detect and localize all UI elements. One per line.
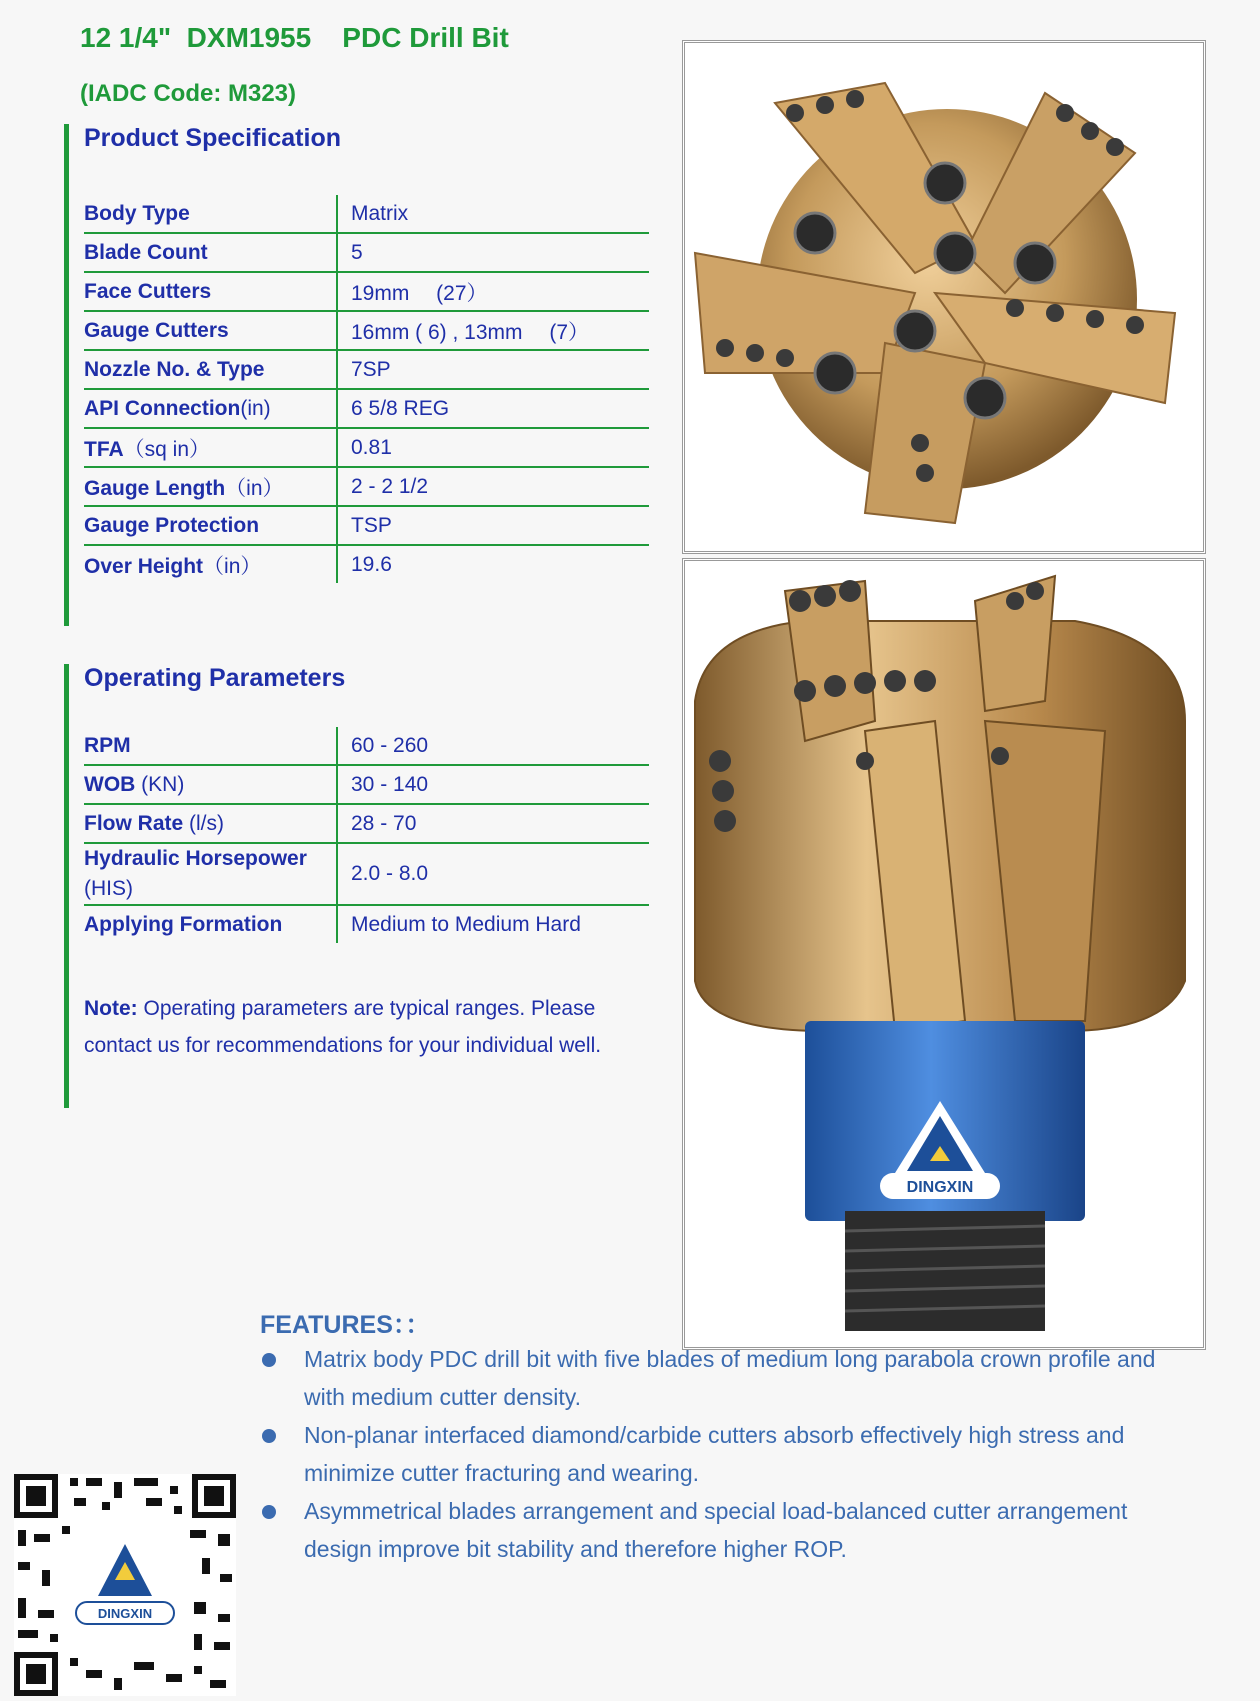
spec-label [84,350,337,389]
param-label-text: RPM [84,733,131,757]
param-label-unit: (KN) [135,772,185,796]
spec-label-unit: （in） [225,476,284,500]
features-list [260,1340,1160,1568]
qr-code-image [14,1474,236,1696]
spec-value: 19.6 [351,552,392,576]
spec-value: 19mm (27） [351,281,488,305]
spec-label [84,195,337,233]
bullet-icon [262,1505,276,1519]
spec-label [84,233,337,272]
spec-label [84,389,337,428]
drill-bit-face-image [685,43,1203,551]
feature-text: Matrix body PDC drill bit with five blades of medium long parabola crown profile and with medium cutter density. [304,1346,1156,1410]
param-value: 30 - 140 [351,772,429,796]
spec-label-text: Over Height [84,554,204,578]
param-label-text: Hydraulic Horsepower [84,847,307,870]
note-label: Note: [84,997,138,1020]
table-row [84,311,649,350]
param-value: 28 - 70 [351,811,417,835]
product-title: 12 1/4" DXM1955 PDC Drill Bit [80,22,509,53]
table-row [84,506,649,545]
spec-label [84,272,337,311]
table-row [84,804,649,843]
drill-bit-side-image [685,561,1203,1347]
table-row [84,905,649,943]
param-label-unit: (l/s) [183,811,225,835]
spec-label [84,467,337,506]
param-label-unit: (HIS) [84,877,133,900]
param-label [84,905,337,943]
feature-item [260,1340,1160,1416]
product-specification-heading: Product Specification [84,124,341,152]
spec-label-text: Body Type [84,201,190,225]
operating-parameters-heading: Operating Parameters [84,664,346,692]
param-value: Medium to Medium Hard [351,912,581,936]
table-row [84,233,649,272]
param-label-text: Flow Rate [84,811,184,835]
spec-label [84,506,337,545]
feature-item [260,1416,1160,1492]
drill-bit-face-photo [682,40,1206,554]
spec-label-text: Gauge Protection [84,513,260,537]
table-row [84,195,649,233]
features-heading: FEATURES：： [260,1311,431,1339]
param-label-text: WOB [84,772,136,796]
param-label [84,804,337,843]
table-row [84,272,649,311]
spec-value: 0.81 [351,435,392,459]
spec-value: 6 5/8 REG [351,396,450,420]
spec-label-text: TFA [84,437,124,461]
spec-label-text: Face Cutters [84,279,212,303]
spec-label [84,311,337,350]
qr-code [14,1474,236,1696]
spec-value: 2 - 2 1/2 [351,474,429,498]
table-row [84,843,649,905]
param-label [84,727,337,765]
drill-bit-side-photo [682,558,1206,1350]
spec-label [84,545,337,583]
product-specification-section [64,124,590,626]
spec-label-text: Gauge Length [84,476,226,500]
spec-label-text: Blade Count [84,240,208,264]
spec-label-text: Nozzle No. & Type [84,357,265,381]
spec-value: Matrix [351,201,409,225]
table-row [84,428,649,467]
spec-label-unit: (in) [240,396,271,420]
spec-value: TSP [351,513,392,537]
specification-table [84,195,649,583]
iadc-code: (IADC Code: M323) [80,80,297,107]
param-label [84,843,337,905]
feature-item [260,1492,1160,1568]
param-value: 2.0 - 8.0 [351,862,429,885]
table-row [84,545,649,583]
operating-parameters-section [64,664,602,1108]
table-row [84,467,649,506]
spec-label-unit: （sq in） [123,437,211,461]
table-row [84,350,649,389]
qr-logo-text: DINGXIN [97,1606,153,1621]
table-row [84,727,649,765]
note-text: Operating parameters are typical ranges. Please contact us for recommendations for your individual well. [84,997,602,1057]
spec-label [84,428,337,467]
feature-text: Non-planar interfaced diamond/carbide cutters absorb effectively high stress and minimize cutter fracturing and wearing. [304,1422,1125,1486]
param-label-text: Applying Formation [84,912,283,936]
spec-value: 7SP [351,357,391,381]
spec-label-text: API Connection [84,396,241,420]
bullet-icon [262,1353,276,1367]
feature-text: Asymmetrical blades arrangement and special load-balanced cutter arrangement design improve bit stability and therefore higher ROP. [304,1498,1128,1562]
operating-parameters-table [84,727,649,943]
param-label [84,765,337,804]
param-value: 60 - 260 [351,733,429,757]
operating-note [84,990,644,1064]
table-row [84,765,649,804]
spec-label-unit: （in） [203,554,262,578]
spec-label-text: Gauge Cutters [84,318,229,342]
bullet-icon [262,1429,276,1443]
spec-value: 16mm ( 6) , 13mm (7） [351,320,590,344]
brand-logo-text: DINGXIN [906,1179,974,1196]
table-row [84,389,649,428]
spec-value: 5 [351,240,363,264]
